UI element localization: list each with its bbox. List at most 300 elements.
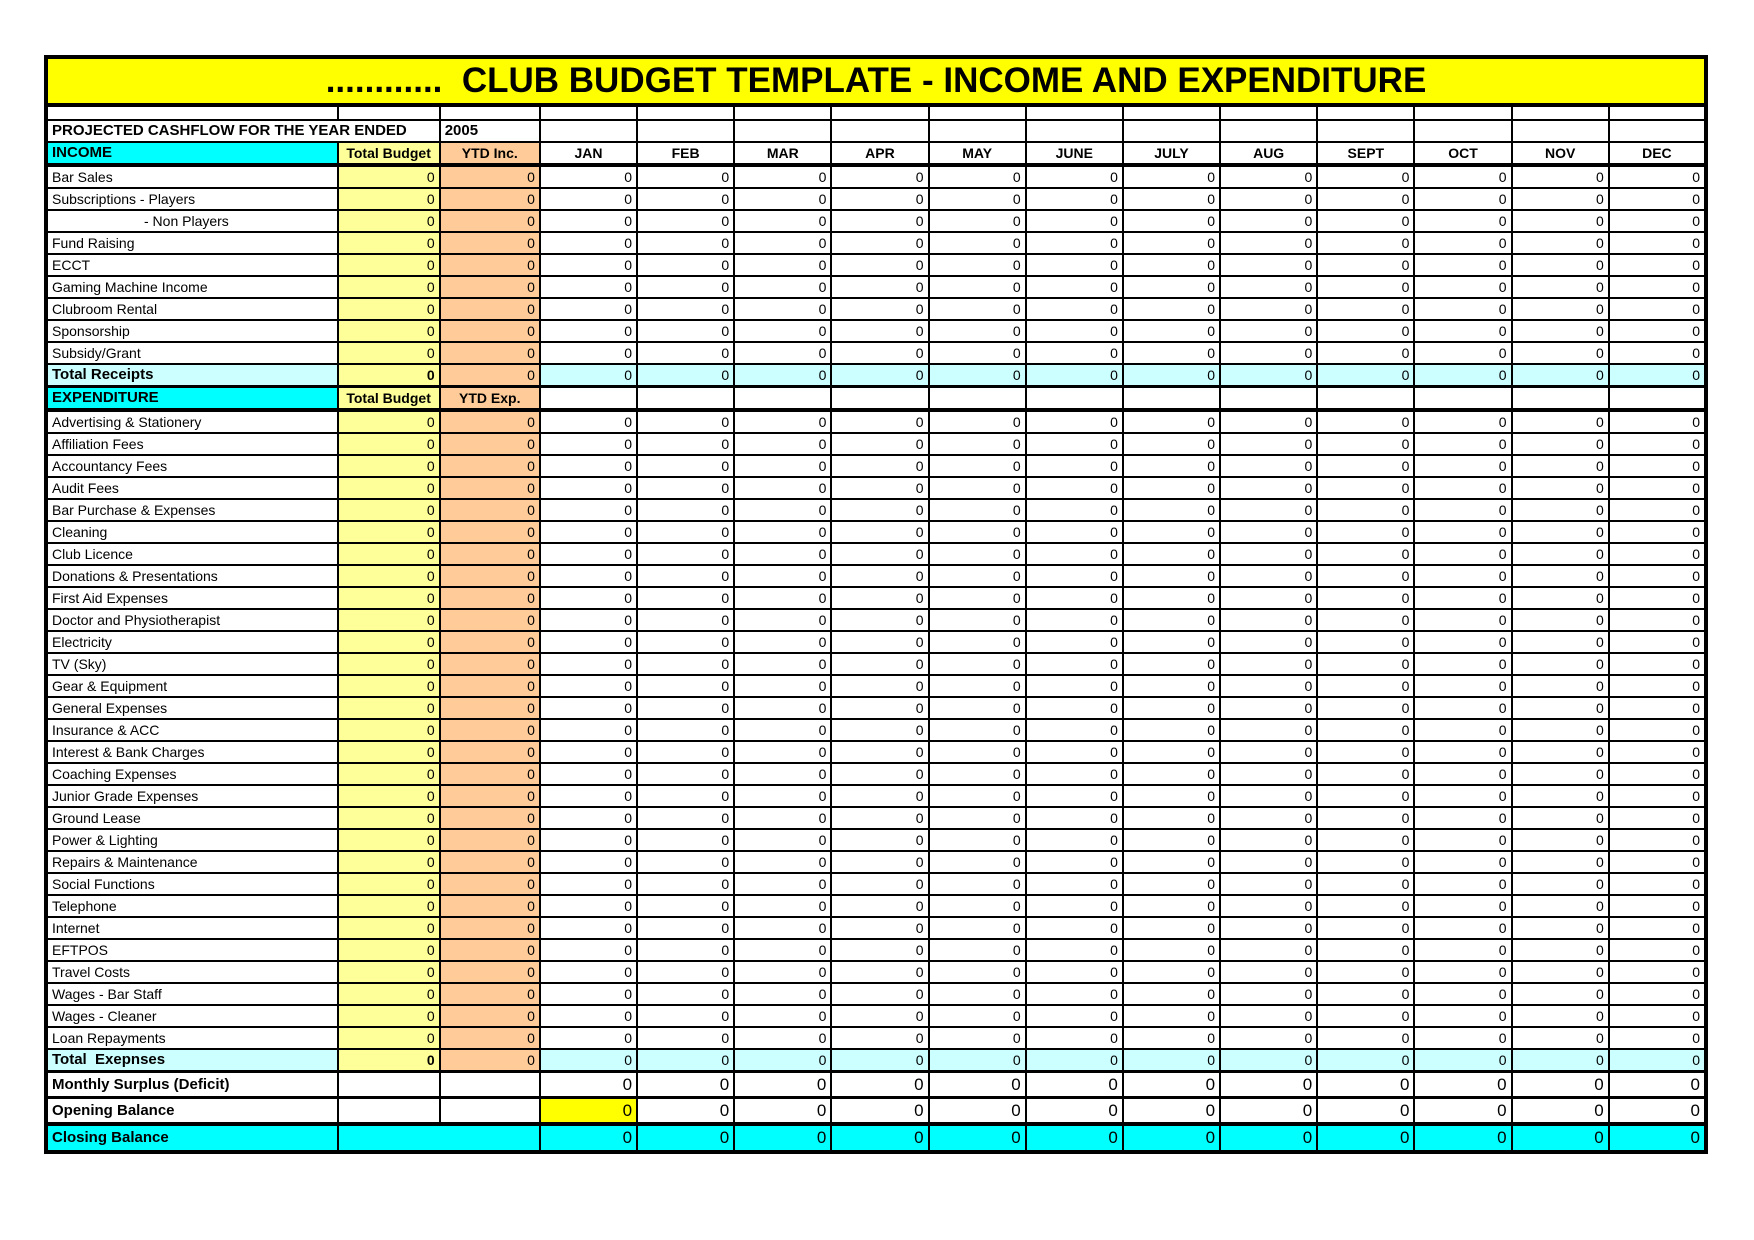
wages-cleaner-oct-cell[interactable]: 0 — [1414, 1005, 1511, 1027]
travel-costs-jan-cell[interactable]: 0 — [540, 961, 637, 983]
month-header-nov[interactable]: NOV — [1512, 142, 1609, 165]
clubroom-rental-july-cell[interactable]: 0 — [1123, 298, 1220, 320]
ecct-sept-cell[interactable]: 0 — [1317, 254, 1414, 276]
repairs-maintenance-nov-cell[interactable]: 0 — [1512, 851, 1609, 873]
gear-equipment-sept-cell[interactable]: 0 — [1317, 675, 1414, 697]
fund-raising-aug-cell[interactable]: 0 — [1220, 232, 1317, 254]
empty-cell[interactable] — [929, 120, 1026, 142]
electricity-feb-cell[interactable]: 0 — [637, 631, 734, 653]
ecct-mar-cell[interactable]: 0 — [734, 254, 831, 276]
cleaning-sept-cell[interactable]: 0 — [1317, 521, 1414, 543]
telephone-oct-cell[interactable]: 0 — [1414, 895, 1511, 917]
eftpos-mar-cell[interactable]: 0 — [734, 939, 831, 961]
interest-bank-charges-apr-cell[interactable]: 0 — [831, 741, 928, 763]
monthly-surplus-deficit-budget-cell[interactable] — [338, 1072, 440, 1098]
closing-balance-apr-cell[interactable]: 0 — [831, 1124, 928, 1152]
row-label-subsidy-grant[interactable]: Subsidy/Grant — [46, 342, 338, 364]
coaching-expenses-sept-cell[interactable]: 0 — [1317, 763, 1414, 785]
opening-balance-june-cell[interactable]: 0 — [1026, 1098, 1123, 1125]
subscriptions-players-may-cell[interactable]: 0 — [929, 188, 1026, 210]
affiliation-fees-nov-cell[interactable]: 0 — [1512, 433, 1609, 455]
bar-purchase-expenses-feb-cell[interactable]: 0 — [637, 499, 734, 521]
junior-grade-expenses-july-cell[interactable]: 0 — [1123, 785, 1220, 807]
audit-fees-apr-cell[interactable]: 0 — [831, 477, 928, 499]
junior-grade-expenses-apr-cell[interactable]: 0 — [831, 785, 928, 807]
wages-cleaner-ytd-cell[interactable]: 0 — [440, 1005, 540, 1027]
audit-fees-oct-cell[interactable]: 0 — [1414, 477, 1511, 499]
total-receipts-june-cell[interactable]: 0 — [1026, 364, 1123, 387]
closing-balance-june-cell[interactable]: 0 — [1026, 1124, 1123, 1152]
social-functions-dec-cell[interactable]: 0 — [1609, 873, 1706, 895]
clubroom-rental-june-cell[interactable]: 0 — [1026, 298, 1123, 320]
first-aid-expenses-dec-cell[interactable]: 0 — [1609, 587, 1706, 609]
telephone-jan-cell[interactable]: 0 — [540, 895, 637, 917]
club-licence-may-cell[interactable]: 0 — [929, 543, 1026, 565]
cleaning-jan-cell[interactable]: 0 — [540, 521, 637, 543]
bar-sales-ytd-cell[interactable]: 0 — [440, 165, 540, 188]
advertising-stationery-june-cell[interactable]: 0 — [1026, 410, 1123, 433]
row-label-electricity[interactable]: Electricity — [46, 631, 338, 653]
coaching-expenses-apr-cell[interactable]: 0 — [831, 763, 928, 785]
fund-raising-apr-cell[interactable]: 0 — [831, 232, 928, 254]
bar-sales-feb-cell[interactable]: 0 — [637, 165, 734, 188]
junior-grade-expenses-feb-cell[interactable]: 0 — [637, 785, 734, 807]
electricity-dec-cell[interactable]: 0 — [1609, 631, 1706, 653]
internet-may-cell[interactable]: 0 — [929, 917, 1026, 939]
bar-sales-sept-cell[interactable]: 0 — [1317, 165, 1414, 188]
wages-bar-staff-june-cell[interactable]: 0 — [1026, 983, 1123, 1005]
gaming-machine-income-dec-cell[interactable]: 0 — [1609, 276, 1706, 298]
interest-bank-charges-aug-cell[interactable]: 0 — [1220, 741, 1317, 763]
sponsorship-nov-cell[interactable]: 0 — [1512, 320, 1609, 342]
ground-lease-nov-cell[interactable]: 0 — [1512, 807, 1609, 829]
eftpos-jan-cell[interactable]: 0 — [540, 939, 637, 961]
telephone-july-cell[interactable]: 0 — [1123, 895, 1220, 917]
sponsorship-july-cell[interactable]: 0 — [1123, 320, 1220, 342]
row-label-opening-balance[interactable]: Opening Balance — [46, 1098, 338, 1125]
wages-cleaner-mar-cell[interactable]: 0 — [734, 1005, 831, 1027]
row-label-general-expenses[interactable]: General Expenses — [46, 697, 338, 719]
power-lighting-apr-cell[interactable]: 0 — [831, 829, 928, 851]
total-exepnses-sept-cell[interactable]: 0 — [1317, 1049, 1414, 1072]
non-players-jan-cell[interactable]: 0 — [540, 210, 637, 232]
power-lighting-june-cell[interactable]: 0 — [1026, 829, 1123, 851]
electricity-budget-cell[interactable]: 0 — [338, 631, 440, 653]
monthly-surplus-deficit-mar-cell[interactable]: 0 — [734, 1072, 831, 1098]
gear-equipment-may-cell[interactable]: 0 — [929, 675, 1026, 697]
non-players-apr-cell[interactable]: 0 — [831, 210, 928, 232]
first-aid-expenses-nov-cell[interactable]: 0 — [1512, 587, 1609, 609]
clubroom-rental-ytd-cell[interactable]: 0 — [440, 298, 540, 320]
ecct-budget-cell[interactable]: 0 — [338, 254, 440, 276]
fund-raising-oct-cell[interactable]: 0 — [1414, 232, 1511, 254]
month-header-mar[interactable]: MAR — [734, 142, 831, 165]
advertising-stationery-july-cell[interactable]: 0 — [1123, 410, 1220, 433]
donations-presentations-nov-cell[interactable]: 0 — [1512, 565, 1609, 587]
cleaning-oct-cell[interactable]: 0 — [1414, 521, 1511, 543]
month-header-sept[interactable]: SEPT — [1317, 142, 1414, 165]
monthly-surplus-deficit-dec-cell[interactable]: 0 — [1609, 1072, 1706, 1098]
expenditure-section-header[interactable]: EXPENDITURE — [46, 387, 338, 411]
empty-cell[interactable] — [1512, 120, 1609, 142]
tv-sky-july-cell[interactable]: 0 — [1123, 653, 1220, 675]
coaching-expenses-june-cell[interactable]: 0 — [1026, 763, 1123, 785]
donations-presentations-sept-cell[interactable]: 0 — [1317, 565, 1414, 587]
non-players-oct-cell[interactable]: 0 — [1414, 210, 1511, 232]
ground-lease-ytd-cell[interactable]: 0 — [440, 807, 540, 829]
total-receipts-july-cell[interactable]: 0 — [1123, 364, 1220, 387]
empty-cell[interactable] — [540, 120, 637, 142]
row-label-bar-purchase-expenses[interactable]: Bar Purchase & Expenses — [46, 499, 338, 521]
repairs-maintenance-may-cell[interactable]: 0 — [929, 851, 1026, 873]
loan-repayments-apr-cell[interactable]: 0 — [831, 1027, 928, 1049]
tv-sky-aug-cell[interactable]: 0 — [1220, 653, 1317, 675]
donations-presentations-may-cell[interactable]: 0 — [929, 565, 1026, 587]
cleaning-dec-cell[interactable]: 0 — [1609, 521, 1706, 543]
telephone-june-cell[interactable]: 0 — [1026, 895, 1123, 917]
accountancy-fees-mar-cell[interactable]: 0 — [734, 455, 831, 477]
accountancy-fees-may-cell[interactable]: 0 — [929, 455, 1026, 477]
affiliation-fees-dec-cell[interactable]: 0 — [1609, 433, 1706, 455]
general-expenses-feb-cell[interactable]: 0 — [637, 697, 734, 719]
power-lighting-jan-cell[interactable]: 0 — [540, 829, 637, 851]
gear-equipment-dec-cell[interactable]: 0 — [1609, 675, 1706, 697]
wages-cleaner-july-cell[interactable]: 0 — [1123, 1005, 1220, 1027]
gaming-machine-income-aug-cell[interactable]: 0 — [1220, 276, 1317, 298]
social-functions-sept-cell[interactable]: 0 — [1317, 873, 1414, 895]
monthly-surplus-deficit-jan-cell[interactable]: 0 — [540, 1072, 637, 1098]
power-lighting-july-cell[interactable]: 0 — [1123, 829, 1220, 851]
spreadsheet-title-cell[interactable]: ............ CLUB BUDGET TEMPLATE - INCOME AND EXPENDITURE — [46, 57, 1706, 105]
ecct-apr-cell[interactable]: 0 — [831, 254, 928, 276]
clubroom-rental-mar-cell[interactable]: 0 — [734, 298, 831, 320]
empty-cell[interactable] — [929, 105, 1026, 120]
gaming-machine-income-july-cell[interactable]: 0 — [1123, 276, 1220, 298]
tv-sky-dec-cell[interactable]: 0 — [1609, 653, 1706, 675]
gaming-machine-income-feb-cell[interactable]: 0 — [637, 276, 734, 298]
row-label-repairs-maintenance[interactable]: Repairs & Maintenance — [46, 851, 338, 873]
loan-repayments-may-cell[interactable]: 0 — [929, 1027, 1026, 1049]
empty-cell[interactable] — [1317, 105, 1414, 120]
telephone-mar-cell[interactable]: 0 — [734, 895, 831, 917]
repairs-maintenance-aug-cell[interactable]: 0 — [1220, 851, 1317, 873]
ecct-june-cell[interactable]: 0 — [1026, 254, 1123, 276]
telephone-ytd-cell[interactable]: 0 — [440, 895, 540, 917]
row-label-interest-bank-charges[interactable]: Interest & Bank Charges — [46, 741, 338, 763]
bar-sales-may-cell[interactable]: 0 — [929, 165, 1026, 188]
repairs-maintenance-dec-cell[interactable]: 0 — [1609, 851, 1706, 873]
audit-fees-may-cell[interactable]: 0 — [929, 477, 1026, 499]
closing-balance-feb-cell[interactable]: 0 — [637, 1124, 734, 1152]
power-lighting-may-cell[interactable]: 0 — [929, 829, 1026, 851]
accountancy-fees-dec-cell[interactable]: 0 — [1609, 455, 1706, 477]
sponsorship-aug-cell[interactable]: 0 — [1220, 320, 1317, 342]
row-label-affiliation-fees[interactable]: Affiliation Fees — [46, 433, 338, 455]
expenditure-month-empty-cell[interactable] — [1414, 387, 1511, 411]
ecct-may-cell[interactable]: 0 — [929, 254, 1026, 276]
doctor-and-physiotherapist-apr-cell[interactable]: 0 — [831, 609, 928, 631]
opening-balance-dec-cell[interactable]: 0 — [1609, 1098, 1706, 1125]
interest-bank-charges-budget-cell[interactable]: 0 — [338, 741, 440, 763]
bar-purchase-expenses-apr-cell[interactable]: 0 — [831, 499, 928, 521]
insurance-acc-aug-cell[interactable]: 0 — [1220, 719, 1317, 741]
non-players-budget-cell[interactable]: 0 — [338, 210, 440, 232]
total-receipts-ytd-cell[interactable]: 0 — [440, 364, 540, 387]
subsidy-grant-ytd-cell[interactable]: 0 — [440, 342, 540, 364]
loan-repayments-sept-cell[interactable]: 0 — [1317, 1027, 1414, 1049]
bar-sales-budget-cell[interactable]: 0 — [338, 165, 440, 188]
ecct-aug-cell[interactable]: 0 — [1220, 254, 1317, 276]
non-players-june-cell[interactable]: 0 — [1026, 210, 1123, 232]
general-expenses-jan-cell[interactable]: 0 — [540, 697, 637, 719]
subscriptions-players-jan-cell[interactable]: 0 — [540, 188, 637, 210]
insurance-acc-ytd-cell[interactable]: 0 — [440, 719, 540, 741]
closing-balance-dec-cell[interactable]: 0 — [1609, 1124, 1706, 1152]
donations-presentations-aug-cell[interactable]: 0 — [1220, 565, 1317, 587]
empty-cell[interactable] — [1026, 105, 1123, 120]
travel-costs-feb-cell[interactable]: 0 — [637, 961, 734, 983]
loan-repayments-feb-cell[interactable]: 0 — [637, 1027, 734, 1049]
repairs-maintenance-july-cell[interactable]: 0 — [1123, 851, 1220, 873]
row-label-subscriptions-players[interactable]: Subscriptions - Players — [46, 188, 338, 210]
coaching-expenses-budget-cell[interactable]: 0 — [338, 763, 440, 785]
insurance-acc-dec-cell[interactable]: 0 — [1609, 719, 1706, 741]
electricity-june-cell[interactable]: 0 — [1026, 631, 1123, 653]
internet-dec-cell[interactable]: 0 — [1609, 917, 1706, 939]
coaching-expenses-july-cell[interactable]: 0 — [1123, 763, 1220, 785]
clubroom-rental-nov-cell[interactable]: 0 — [1512, 298, 1609, 320]
clubroom-rental-sept-cell[interactable]: 0 — [1317, 298, 1414, 320]
bar-purchase-expenses-june-cell[interactable]: 0 — [1026, 499, 1123, 521]
doctor-and-physiotherapist-mar-cell[interactable]: 0 — [734, 609, 831, 631]
affiliation-fees-feb-cell[interactable]: 0 — [637, 433, 734, 455]
tv-sky-apr-cell[interactable]: 0 — [831, 653, 928, 675]
bar-purchase-expenses-aug-cell[interactable]: 0 — [1220, 499, 1317, 521]
cleaning-aug-cell[interactable]: 0 — [1220, 521, 1317, 543]
telephone-may-cell[interactable]: 0 — [929, 895, 1026, 917]
empty-cell[interactable] — [1317, 120, 1414, 142]
accountancy-fees-sept-cell[interactable]: 0 — [1317, 455, 1414, 477]
clubroom-rental-aug-cell[interactable]: 0 — [1220, 298, 1317, 320]
cashflow-year-cell[interactable]: 2005 — [440, 120, 540, 142]
gaming-machine-income-ytd-cell[interactable]: 0 — [440, 276, 540, 298]
total-exepnses-apr-cell[interactable]: 0 — [831, 1049, 928, 1072]
doctor-and-physiotherapist-july-cell[interactable]: 0 — [1123, 609, 1220, 631]
wages-cleaner-nov-cell[interactable]: 0 — [1512, 1005, 1609, 1027]
total-exepnses-july-cell[interactable]: 0 — [1123, 1049, 1220, 1072]
total-exepnses-dec-cell[interactable]: 0 — [1609, 1049, 1706, 1072]
junior-grade-expenses-dec-cell[interactable]: 0 — [1609, 785, 1706, 807]
subsidy-grant-nov-cell[interactable]: 0 — [1512, 342, 1609, 364]
affiliation-fees-may-cell[interactable]: 0 — [929, 433, 1026, 455]
advertising-stationery-sept-cell[interactable]: 0 — [1317, 410, 1414, 433]
row-label-insurance-acc[interactable]: Insurance & ACC — [46, 719, 338, 741]
doctor-and-physiotherapist-oct-cell[interactable]: 0 — [1414, 609, 1511, 631]
advertising-stationery-mar-cell[interactable]: 0 — [734, 410, 831, 433]
travel-costs-mar-cell[interactable]: 0 — [734, 961, 831, 983]
closing-balance-oct-cell[interactable]: 0 — [1414, 1124, 1511, 1152]
power-lighting-ytd-cell[interactable]: 0 — [440, 829, 540, 851]
first-aid-expenses-june-cell[interactable]: 0 — [1026, 587, 1123, 609]
subscriptions-players-oct-cell[interactable]: 0 — [1414, 188, 1511, 210]
club-licence-nov-cell[interactable]: 0 — [1512, 543, 1609, 565]
first-aid-expenses-ytd-cell[interactable]: 0 — [440, 587, 540, 609]
closing-balance-may-cell[interactable]: 0 — [929, 1124, 1026, 1152]
gear-equipment-nov-cell[interactable]: 0 — [1512, 675, 1609, 697]
bar-sales-aug-cell[interactable]: 0 — [1220, 165, 1317, 188]
electricity-sept-cell[interactable]: 0 — [1317, 631, 1414, 653]
cleaning-may-cell[interactable]: 0 — [929, 521, 1026, 543]
telephone-sept-cell[interactable]: 0 — [1317, 895, 1414, 917]
closing-balance-july-cell[interactable]: 0 — [1123, 1124, 1220, 1152]
electricity-ytd-cell[interactable]: 0 — [440, 631, 540, 653]
travel-costs-oct-cell[interactable]: 0 — [1414, 961, 1511, 983]
first-aid-expenses-july-cell[interactable]: 0 — [1123, 587, 1220, 609]
row-label-internet[interactable]: Internet — [46, 917, 338, 939]
interest-bank-charges-oct-cell[interactable]: 0 — [1414, 741, 1511, 763]
row-label-club-licence[interactable]: Club Licence — [46, 543, 338, 565]
first-aid-expenses-jan-cell[interactable]: 0 — [540, 587, 637, 609]
non-players-dec-cell[interactable]: 0 — [1609, 210, 1706, 232]
eftpos-sept-cell[interactable]: 0 — [1317, 939, 1414, 961]
empty-cell[interactable] — [338, 105, 440, 120]
wages-bar-staff-dec-cell[interactable]: 0 — [1609, 983, 1706, 1005]
insurance-acc-mar-cell[interactable]: 0 — [734, 719, 831, 741]
subsidy-grant-oct-cell[interactable]: 0 — [1414, 342, 1511, 364]
affiliation-fees-jan-cell[interactable]: 0 — [540, 433, 637, 455]
wages-cleaner-apr-cell[interactable]: 0 — [831, 1005, 928, 1027]
telephone-feb-cell[interactable]: 0 — [637, 895, 734, 917]
internet-apr-cell[interactable]: 0 — [831, 917, 928, 939]
affiliation-fees-oct-cell[interactable]: 0 — [1414, 433, 1511, 455]
bar-purchase-expenses-dec-cell[interactable]: 0 — [1609, 499, 1706, 521]
empty-cell[interactable] — [831, 120, 928, 142]
total-receipts-dec-cell[interactable]: 0 — [1609, 364, 1706, 387]
non-players-feb-cell[interactable]: 0 — [637, 210, 734, 232]
interest-bank-charges-jan-cell[interactable]: 0 — [540, 741, 637, 763]
social-functions-feb-cell[interactable]: 0 — [637, 873, 734, 895]
month-header-aug[interactable]: AUG — [1220, 142, 1317, 165]
empty-cell[interactable] — [440, 105, 540, 120]
ecct-feb-cell[interactable]: 0 — [637, 254, 734, 276]
total-receipts-nov-cell[interactable]: 0 — [1512, 364, 1609, 387]
tv-sky-budget-cell[interactable]: 0 — [338, 653, 440, 675]
insurance-acc-may-cell[interactable]: 0 — [929, 719, 1026, 741]
closing-balance-mar-cell[interactable]: 0 — [734, 1124, 831, 1152]
wages-cleaner-sept-cell[interactable]: 0 — [1317, 1005, 1414, 1027]
electricity-oct-cell[interactable]: 0 — [1414, 631, 1511, 653]
row-label-accountancy-fees[interactable]: Accountancy Fees — [46, 455, 338, 477]
advertising-stationery-aug-cell[interactable]: 0 — [1220, 410, 1317, 433]
empty-cell[interactable] — [1609, 105, 1706, 120]
coaching-expenses-oct-cell[interactable]: 0 — [1414, 763, 1511, 785]
gear-equipment-budget-cell[interactable]: 0 — [338, 675, 440, 697]
insurance-acc-july-cell[interactable]: 0 — [1123, 719, 1220, 741]
row-label-doctor-and-physiotherapist[interactable]: Doctor and Physiotherapist — [46, 609, 338, 631]
expenditure-ytd-header[interactable]: YTD Exp. — [440, 387, 540, 411]
affiliation-fees-july-cell[interactable]: 0 — [1123, 433, 1220, 455]
row-label-closing-balance[interactable]: Closing Balance — [46, 1124, 338, 1152]
advertising-stationery-budget-cell[interactable]: 0 — [338, 410, 440, 433]
advertising-stationery-may-cell[interactable]: 0 — [929, 410, 1026, 433]
opening-balance-sept-cell[interactable]: 0 — [1317, 1098, 1414, 1125]
row-label-ground-lease[interactable]: Ground Lease — [46, 807, 338, 829]
junior-grade-expenses-may-cell[interactable]: 0 — [929, 785, 1026, 807]
fund-raising-june-cell[interactable]: 0 — [1026, 232, 1123, 254]
empty-cell[interactable] — [1609, 120, 1706, 142]
month-header-dec[interactable]: DEC — [1609, 142, 1706, 165]
row-label-eftpos[interactable]: EFTPOS — [46, 939, 338, 961]
internet-nov-cell[interactable]: 0 — [1512, 917, 1609, 939]
expenditure-month-empty-cell[interactable] — [1220, 387, 1317, 411]
advertising-stationery-jan-cell[interactable]: 0 — [540, 410, 637, 433]
total-receipts-mar-cell[interactable]: 0 — [734, 364, 831, 387]
gear-equipment-oct-cell[interactable]: 0 — [1414, 675, 1511, 697]
wages-cleaner-dec-cell[interactable]: 0 — [1609, 1005, 1706, 1027]
junior-grade-expenses-aug-cell[interactable]: 0 — [1220, 785, 1317, 807]
junior-grade-expenses-nov-cell[interactable]: 0 — [1512, 785, 1609, 807]
clubroom-rental-oct-cell[interactable]: 0 — [1414, 298, 1511, 320]
sponsorship-budget-cell[interactable]: 0 — [338, 320, 440, 342]
audit-fees-aug-cell[interactable]: 0 — [1220, 477, 1317, 499]
closing-balance-sept-cell[interactable]: 0 — [1317, 1124, 1414, 1152]
subsidy-grant-may-cell[interactable]: 0 — [929, 342, 1026, 364]
empty-cell[interactable] — [831, 105, 928, 120]
internet-feb-cell[interactable]: 0 — [637, 917, 734, 939]
travel-costs-sept-cell[interactable]: 0 — [1317, 961, 1414, 983]
social-functions-nov-cell[interactable]: 0 — [1512, 873, 1609, 895]
clubroom-rental-dec-cell[interactable]: 0 — [1609, 298, 1706, 320]
general-expenses-oct-cell[interactable]: 0 — [1414, 697, 1511, 719]
bar-purchase-expenses-may-cell[interactable]: 0 — [929, 499, 1026, 521]
gear-equipment-jan-cell[interactable]: 0 — [540, 675, 637, 697]
empty-cell[interactable] — [1512, 105, 1609, 120]
total-exepnses-jan-cell[interactable]: 0 — [540, 1049, 637, 1072]
monthly-surplus-deficit-aug-cell[interactable]: 0 — [1220, 1072, 1317, 1098]
internet-jan-cell[interactable]: 0 — [540, 917, 637, 939]
income-section-header[interactable]: INCOME — [46, 142, 338, 165]
total-receipts-sept-cell[interactable]: 0 — [1317, 364, 1414, 387]
club-licence-sept-cell[interactable]: 0 — [1317, 543, 1414, 565]
insurance-acc-budget-cell[interactable]: 0 — [338, 719, 440, 741]
subscriptions-players-june-cell[interactable]: 0 — [1026, 188, 1123, 210]
subsidy-grant-jan-cell[interactable]: 0 — [540, 342, 637, 364]
audit-fees-dec-cell[interactable]: 0 — [1609, 477, 1706, 499]
club-licence-ytd-cell[interactable]: 0 — [440, 543, 540, 565]
total-receipts-feb-cell[interactable]: 0 — [637, 364, 734, 387]
eftpos-ytd-cell[interactable]: 0 — [440, 939, 540, 961]
audit-fees-sept-cell[interactable]: 0 — [1317, 477, 1414, 499]
affiliation-fees-sept-cell[interactable]: 0 — [1317, 433, 1414, 455]
loan-repayments-aug-cell[interactable]: 0 — [1220, 1027, 1317, 1049]
gaming-machine-income-budget-cell[interactable]: 0 — [338, 276, 440, 298]
interest-bank-charges-feb-cell[interactable]: 0 — [637, 741, 734, 763]
junior-grade-expenses-jan-cell[interactable]: 0 — [540, 785, 637, 807]
repairs-maintenance-oct-cell[interactable]: 0 — [1414, 851, 1511, 873]
total-receipts-may-cell[interactable]: 0 — [929, 364, 1026, 387]
wages-cleaner-feb-cell[interactable]: 0 — [637, 1005, 734, 1027]
row-label-coaching-expenses[interactable]: Coaching Expenses — [46, 763, 338, 785]
fund-raising-mar-cell[interactable]: 0 — [734, 232, 831, 254]
opening-balance-oct-cell[interactable]: 0 — [1414, 1098, 1511, 1125]
junior-grade-expenses-oct-cell[interactable]: 0 — [1414, 785, 1511, 807]
tv-sky-mar-cell[interactable]: 0 — [734, 653, 831, 675]
row-label-loan-repayments[interactable]: Loan Repayments — [46, 1027, 338, 1049]
clubroom-rental-feb-cell[interactable]: 0 — [637, 298, 734, 320]
wages-cleaner-may-cell[interactable]: 0 — [929, 1005, 1026, 1027]
travel-costs-dec-cell[interactable]: 0 — [1609, 961, 1706, 983]
fund-raising-feb-cell[interactable]: 0 — [637, 232, 734, 254]
